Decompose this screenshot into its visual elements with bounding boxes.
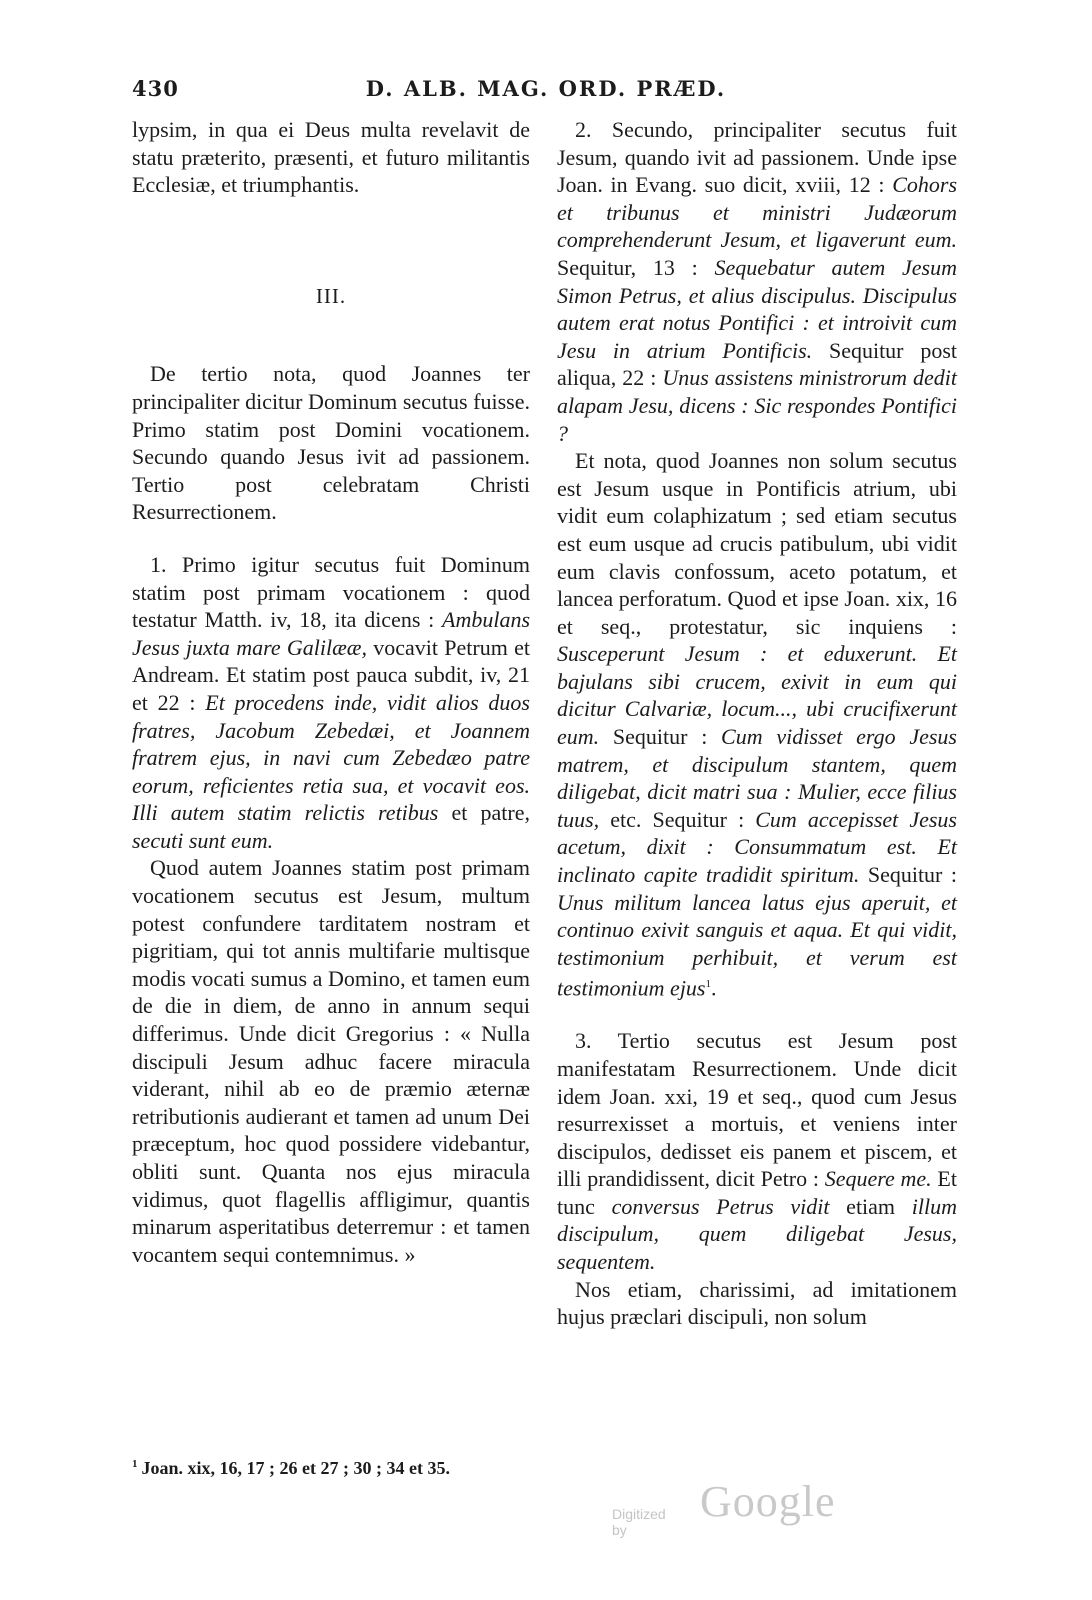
left-column [132,116,530,1268]
paragraph-closing: Nos etiam, charissimi, ad imitationem hujus præclari discipuli, non solum [557,1276,957,1330]
footnote [132,1458,450,1479]
right-column [557,116,957,1331]
section-heading: III. [315,283,347,308]
footnote-text: Joan. xix, 16, 17 ; 26 et 27 ; 30 ; 34 et 35. [141,1458,450,1478]
footnote-mark: 1 [132,1458,138,1470]
paragraph-gregorius: Quod autem Joannes statim post primam vocationem secutus est Jesum, multum potest confundere tarditatem nostram et pigritiam, qui tot annis multifarie multisque modis vocati sumus a Domino, et tamen eum de die in diem, de anno in annum sequi differimus. Unde dicit Gregorius : « Nulla discipuli Jesum adhuc facere miracula viderant, nihil ab eo de præmio æternæ retributionis audierant et tamen ad unum Dei præceptum, hoc quod possidere videbantur, obliti sunt. Quanta nos ejus miracula vidimus, quot flagellis affligimur, quantis minarum asperitatibus deterremur : et tamen vocantem sequi contemnimus. » [132,855,530,1267]
paragraph-point-1: 1. Primo igitur secutus fuit Dominum statim post primam vocationem : quod testatur Matth. iv, 18, ita dicens : Ambulans Jesus juxta mare Galilææ, vocavit Petrum et Andream. Et statim post pauca subdit, iv, 21 et 22 : Et procedens inde, vidit alios duos fratres, Jacobum Zebedæi, et Joannem fratrem ejus, in navi cum Zebedæo patre eorum, reficientes retia sua, et vocavit eos. Illi autem statim relictis retibus et patre, secuti sunt eum. [132,551,530,853]
watermark-caption: Digitized by [612,1506,666,1538]
footnote-reference: 1 [705,978,711,991]
running-head: D. ALB. MAG. ORD. PRÆD. [365,76,727,101]
google-logo: Google [700,1477,836,1526]
paragraph-continuation: lypsim, in qua ei Deus multa revelavit de statu præterito, præsenti, et futuro militantis Ecclesiæ, et triumphantis. [132,117,530,198]
page-header [0,76,1092,112]
page-number: 430 [132,76,179,101]
paragraph-intro: De tertio nota, quod Joannes ter principaliter dicitur Dominum secutus fuisse. Primo statim post Domini vocationem. Secundo quando Jesus ivit ad passionem. Tertio post celebratam Christi Resurrectionem. [132,361,530,525]
paragraph-point-2: 2. Secundo, principaliter secutus fuit Jesum, quando ivit ad passionem. Unde ipse Joan. in Evang. suo dicit, xviii, 12 : Cohors et tribunus et ministri Judæorum comprehenderunt Jesum, et ligaverunt eum. Sequitur, 13 : Sequebatur autem Jesum Simon Petrus, et alius discipulus. Discipulus autem erat notus Pontifici : et introivit cum Jesu in atrium Pontificis. Sequitur post aliqua, 22 : Unus assistens ministrorum dedit alapam Jesu, dicens : Sic respondes Pontifici ? [557,117,957,446]
paragraph-crucifixion: Et nota, quod Joannes non solum secutus est Jesum usque in Pontificis atrium, ubi vidit eum colaphizatum ; sed etiam secutus est eum usque ad crucis patibulum, ubi vidit eum clavis confossum, aceto potatum, et lancea perforatum. Quod et ipse Joan. xix, 16 et seq., protestatur, sic inquiens : Susceperunt Jesum : et eduxerunt. Et bajulans sibi crucem, exivit in eum qui dicitur Calvariæ, locum..., ubi crucifixerunt eum. Sequitur : Cum vidisset ergo Jesus matrem, et discipulum stantem, quem diligebat, dicit matri sua : Mulier, ecce filius tuus, etc. Sequitur : Cum accepisset Jesus acetum, dixit : Consummatum est. Et inclinato capite tradidit spiritum. Sequitur : Unus militum lancea latus ejus aperuit, et continuo exivit sanguis et aqua. Et qui vidit, testimonium perhibuit, et verum est testimonium ejus$^1$. [557,448,957,1001]
paragraph-point-3: 3. Tertio secutus est Jesum post manifestatam Resurrectionem. Unde dicit idem Joan. xxi, 19 et seq., quod cum Jesus resurrexisset a mortuis, et veniens inter discipulos, dedisset eis panem et piscem, et illi prandidissent, dicit Petro : Sequere me. Et tunc conversus Petrus vidit etiam illum discipulum, quem diligebat Jesus, sequentem. [557,1028,957,1275]
